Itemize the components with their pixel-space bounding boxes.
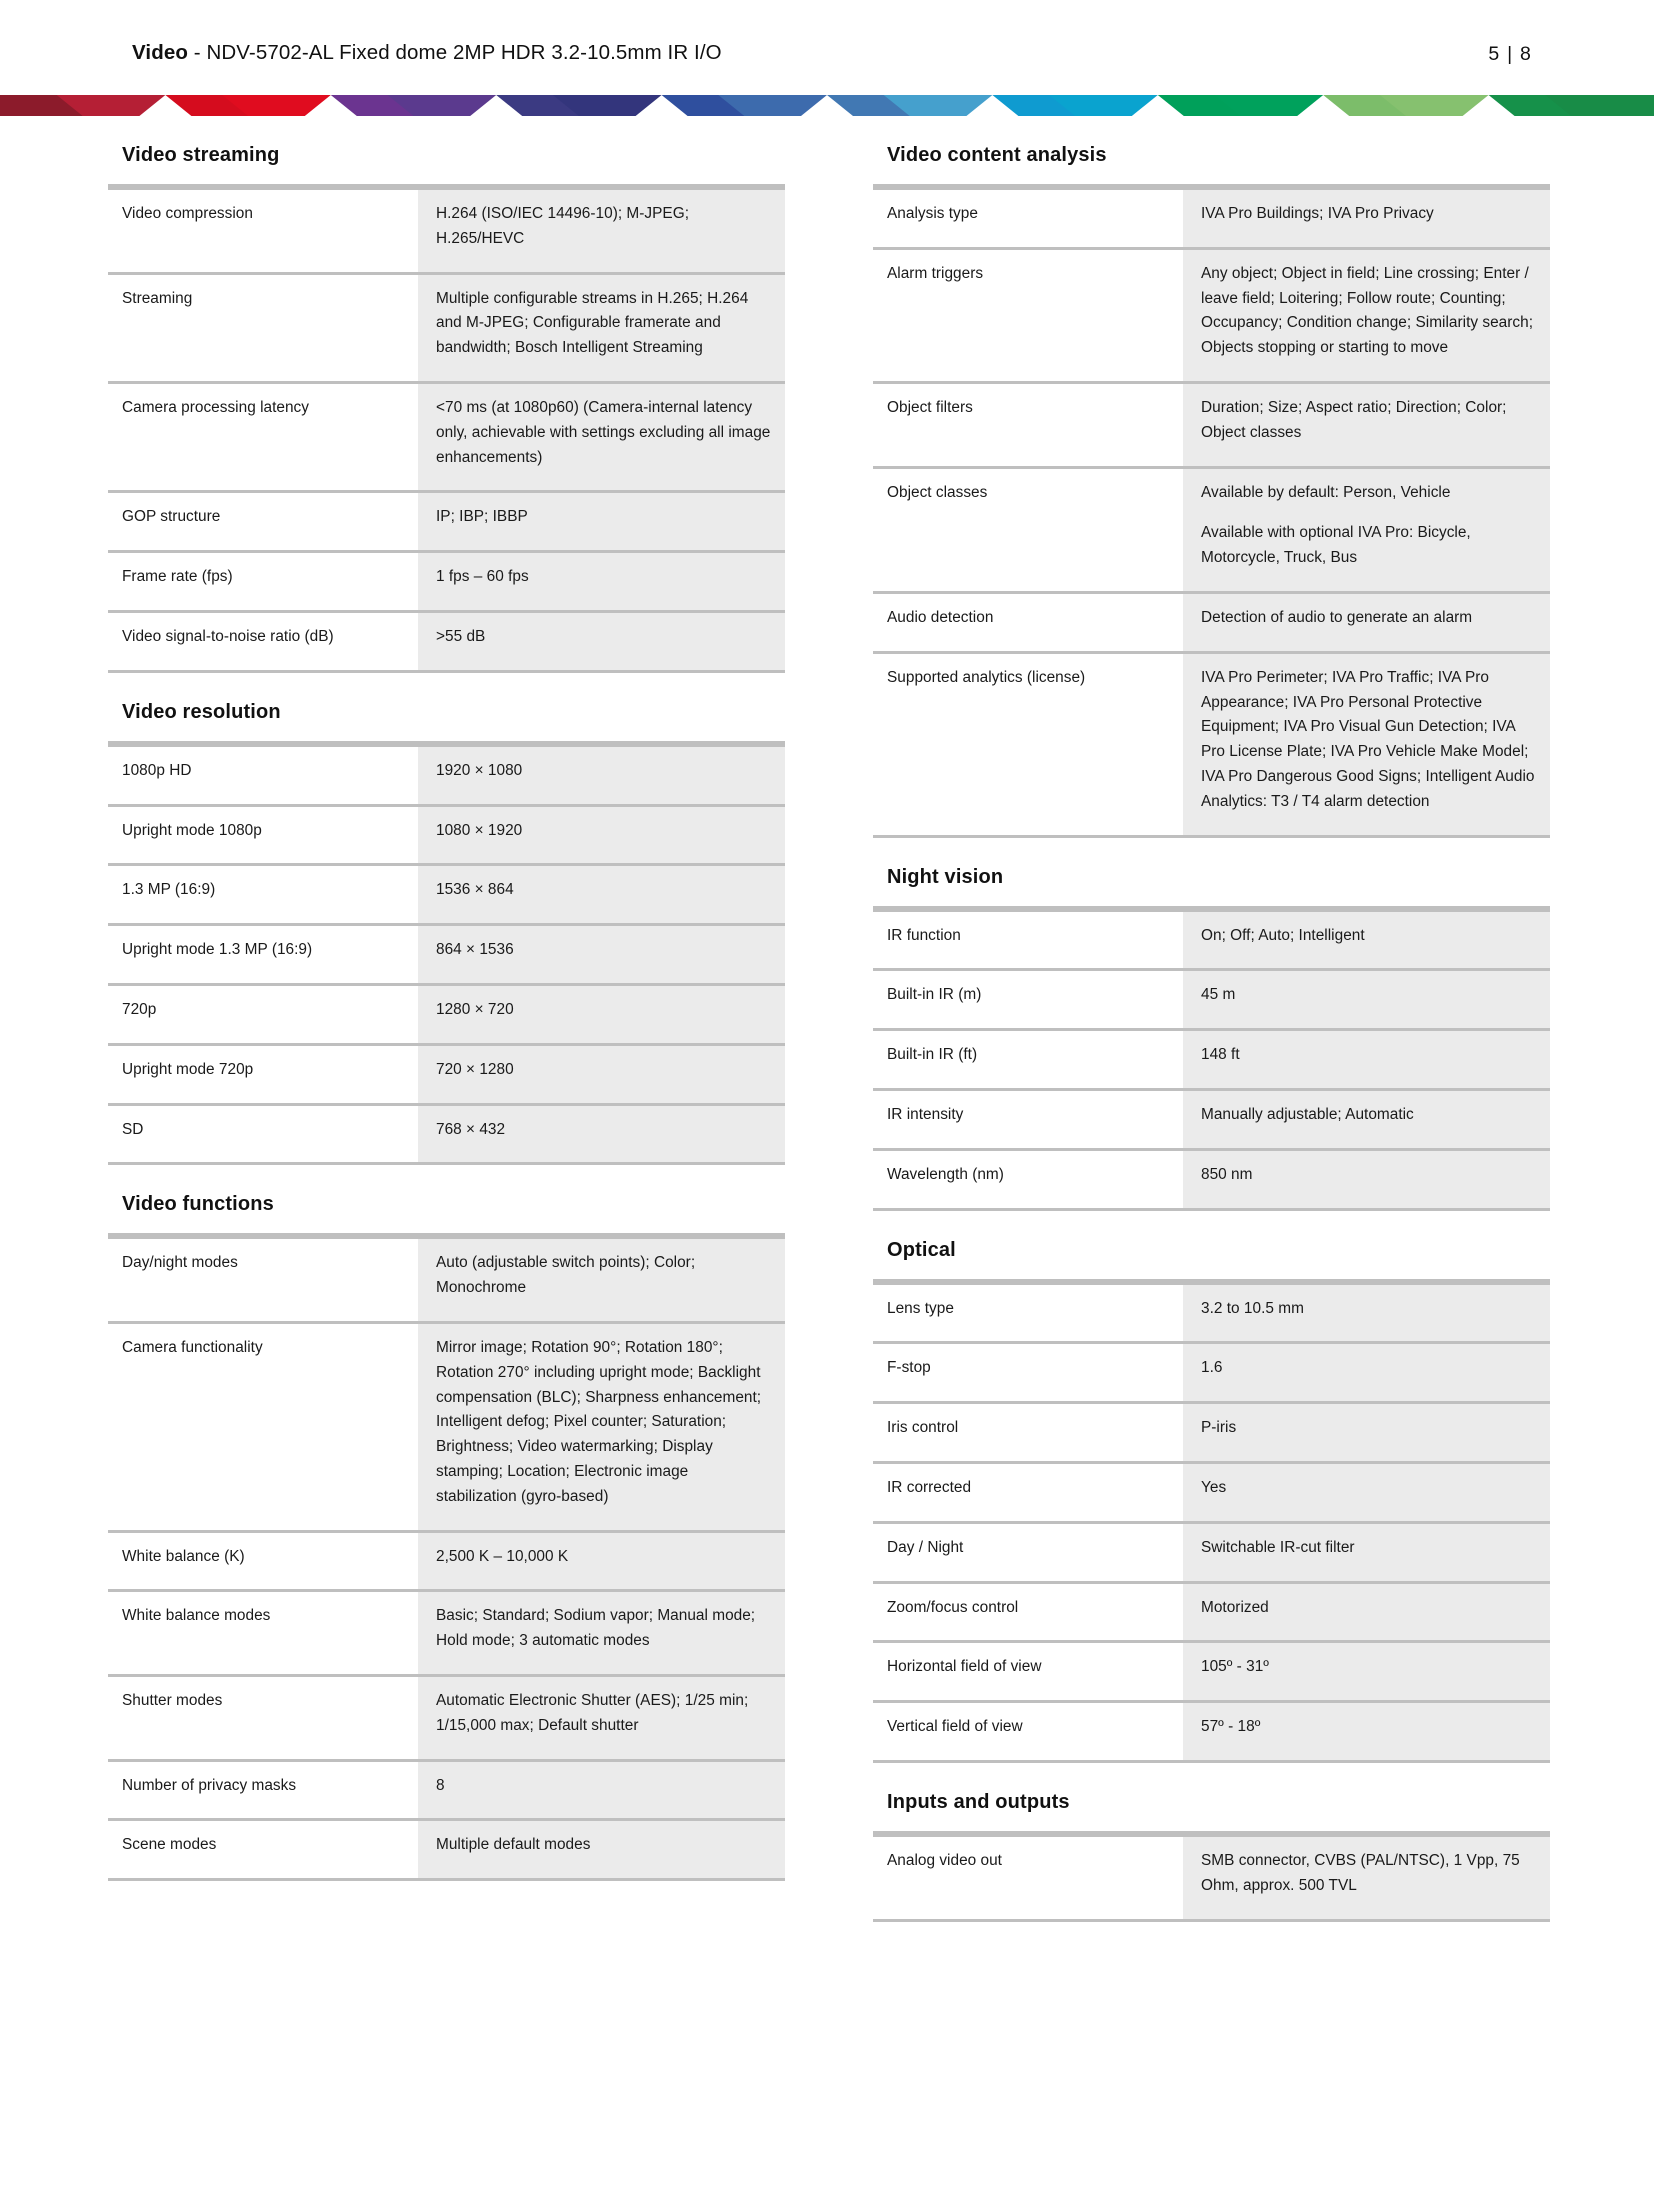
brand-color-bar-svg: [0, 95, 1654, 116]
table-row: [108, 1044, 785, 1104]
spec-value: [418, 492, 785, 552]
spec-value: [418, 1531, 785, 1591]
spec-label: Shutter modes: [108, 1675, 418, 1760]
spec-value: [1183, 1030, 1550, 1090]
spec-label: Upright mode 1080p: [108, 805, 418, 865]
page-header: [0, 0, 1654, 95]
spec-value-paragraph: 864 × 1536: [436, 941, 514, 959]
spec-label: Camera functionality: [108, 1322, 418, 1531]
section-title: Video streaming: [122, 144, 280, 166]
spec-value-paragraph: Detection of audio to generate an alarm: [1201, 608, 1473, 626]
spec-value: [418, 1044, 785, 1104]
spec-value-paragraph: 3.2 to 10.5 mm: [1201, 1299, 1304, 1317]
spec-value-paragraph: 1.6: [1201, 1359, 1223, 1377]
spec-value: [418, 984, 785, 1044]
spec-label: Horizontal field of view: [873, 1642, 1183, 1702]
spec-value-paragraph: Motorized: [1201, 1598, 1269, 1616]
spec-value-paragraph: Basic; Standard; Sodium vapor; Manual mode; Hold mode; 3 automatic modes: [436, 1607, 756, 1650]
table-row: [108, 1675, 785, 1760]
spec-value-paragraph: 1080 × 1920: [436, 821, 523, 839]
spec-value-paragraph: Automatic Electronic Shutter (AES); 1/25 min; 1/15,000 max; Default shutter: [436, 1691, 749, 1734]
right-column: [873, 116, 1550, 1922]
table-row: [873, 1522, 1550, 1582]
spec-label: White balance (K): [108, 1531, 418, 1591]
spec-value: [418, 1820, 785, 1880]
spec-label: Upright mode 1.3 MP (16:9): [108, 925, 418, 985]
spec-label: IR intensity: [873, 1089, 1183, 1149]
spec-value: [418, 805, 785, 865]
table-row: [873, 1835, 1550, 1920]
section-title: Inputs and outputs: [887, 1790, 1070, 1813]
spec-label: SD: [108, 1104, 418, 1164]
table-row: [108, 189, 785, 274]
spec-value-paragraph: 1 fps – 60 fps: [436, 568, 529, 586]
spec-value: [1183, 1283, 1550, 1343]
section-header: [873, 116, 1550, 187]
table-row: [108, 492, 785, 552]
table-row: [108, 1238, 785, 1323]
spec-value-paragraph: Multiple default modes: [436, 1836, 591, 1854]
spec-value-paragraph: 45 m: [1201, 986, 1236, 1004]
spec-label: Alarm triggers: [873, 248, 1183, 382]
spec-value: [1183, 1343, 1550, 1403]
spec-value: [1183, 382, 1550, 467]
table-row: [108, 1820, 785, 1880]
spec-value: [418, 189, 785, 274]
spec-value: [1183, 1582, 1550, 1642]
spec-label: Day/night modes: [108, 1238, 418, 1323]
spec-label: Iris control: [873, 1403, 1183, 1463]
page-title: [132, 40, 722, 66]
table-row: [873, 1149, 1550, 1209]
spec-table: [873, 1834, 1550, 1922]
spec-value: [1183, 592, 1550, 652]
spec-table: [108, 187, 785, 673]
table-row: [873, 910, 1550, 970]
spec-value-paragraph: Duration; Size; Aspect ratio; Direction; Color; Object classes: [1201, 398, 1507, 441]
spec-value: [1183, 652, 1550, 836]
spec-label: White balance modes: [108, 1591, 418, 1676]
page-title-model: - NDV-5702-AL Fixed dome 2MP HDR 3.2-10.5mm IR I/O: [187, 41, 722, 64]
page-number: 5 | 8: [1488, 43, 1532, 65]
spec-label: Built-in IR (m): [873, 970, 1183, 1030]
table-row: [108, 1322, 785, 1531]
spec-value: [418, 1591, 785, 1676]
spec-value-paragraph: Available with optional IVA Pro: Bicycle, Motorcycle, Truck, Bus: [1201, 524, 1471, 567]
spec-table: [873, 1282, 1550, 1763]
spec-label: Zoom/focus control: [873, 1582, 1183, 1642]
spec-value-paragraph: P-iris: [1201, 1419, 1237, 1437]
spec-value-paragraph: 1536 × 864: [436, 881, 514, 899]
spec-label: Frame rate (fps): [108, 552, 418, 612]
table-row: [108, 1760, 785, 1820]
spec-value-paragraph: Auto (adjustable switch points); Color; Monochrome: [436, 1254, 696, 1297]
spec-value-paragraph: Multiple configurable streams in H.265; H.264 and M-JPEG; Configurable framerate and bandwidth; Bosch Intelligent Streaming: [436, 289, 749, 357]
spec-label: IR function: [873, 910, 1183, 970]
table-row: [108, 552, 785, 612]
spec-value-paragraph: 850 nm: [1201, 1165, 1253, 1183]
spec-value-paragraph: <70 ms (at 1080p60) (Camera-internal latency only, achievable with settings excluding all image enhancements): [436, 398, 771, 466]
spec-value-paragraph: 57º - 18º: [1201, 1718, 1261, 1736]
spec-table: [108, 1236, 785, 1881]
spec-label: Analysis type: [873, 189, 1183, 249]
spec-label: 720p: [108, 984, 418, 1044]
spec-value: [1183, 1835, 1550, 1920]
section-title: Optical: [887, 1238, 956, 1261]
table-row: [873, 592, 1550, 652]
spec-value-paragraph: IP; IBP; IBBP: [436, 508, 528, 526]
spec-value: [418, 1238, 785, 1323]
spec-value-paragraph: 148 ft: [1201, 1046, 1240, 1064]
spec-label: Number of privacy masks: [108, 1760, 418, 1820]
spec-value-paragraph: Any object; Object in field; Line crossing; Enter / leave field; Loitering; Follow route; Counting; Occupancy; Condition change; Similarity search; Objects stopping or starting to move: [1201, 264, 1533, 357]
section-header: [108, 116, 785, 187]
section-title: Night vision: [887, 865, 1004, 888]
spec-value: [1183, 970, 1550, 1030]
table-row: [873, 467, 1550, 592]
spec-value-paragraph: 2,500 K – 10,000 K: [436, 1547, 569, 1565]
spec-value: [1183, 1089, 1550, 1149]
spec-value-paragraph: 1280 × 720: [436, 1000, 514, 1018]
spec-value: [1183, 1522, 1550, 1582]
table-row: [873, 1089, 1550, 1149]
spec-label: Video signal-to-noise ratio (dB): [108, 611, 418, 671]
table-row: [873, 1283, 1550, 1343]
spec-value-paragraph: IVA Pro Buildings; IVA Pro Privacy: [1201, 205, 1434, 222]
spec-value-paragraph: On; Off; Auto; Intelligent: [1201, 926, 1365, 944]
spec-label: Video compression: [108, 189, 418, 274]
section-header: [873, 838, 1550, 909]
spec-value: [1183, 467, 1550, 592]
spec-table: [873, 187, 1550, 838]
spec-table: [108, 744, 785, 1166]
spec-value-paragraph: 105º - 31º: [1201, 1658, 1269, 1676]
spec-value-paragraph: 768 × 432: [436, 1120, 506, 1138]
spec-value: [1183, 1403, 1550, 1463]
table-row: [108, 382, 785, 491]
table-row: [873, 1642, 1550, 1702]
spec-value: [418, 382, 785, 491]
brand-color-bar: [0, 95, 1654, 116]
spec-value: [1183, 1642, 1550, 1702]
spec-value-paragraph: Available by default: Person, Vehicle: [1201, 483, 1451, 501]
spec-value-paragraph: IVA Pro Perimeter; IVA Pro Traffic; IVA Pro Appearance; IVA Pro Personal Protective Equipment; IVA Pro Visual Gun Detection; IVA Pro License Plate; IVA Pro Vehicle Make Model; IVA Pro Dangerous Good Signs; Intelligent Audio Analytics: T3 / T4 alarm detection: [1201, 668, 1535, 810]
table-row: [873, 1030, 1550, 1090]
section-header: [873, 1211, 1550, 1282]
table-row: [108, 865, 785, 925]
spec-value: [418, 273, 785, 382]
spec-value-paragraph: Manually adjustable; Automatic: [1201, 1105, 1414, 1123]
spec-label: Lens type: [873, 1283, 1183, 1343]
table-row: [108, 1104, 785, 1164]
spec-value: [418, 611, 785, 671]
table-row: [873, 382, 1550, 467]
spec-value: [1183, 1462, 1550, 1522]
table-row: [873, 652, 1550, 836]
spec-label: Streaming: [108, 273, 418, 382]
table-row: [873, 1403, 1550, 1463]
spec-value: [418, 865, 785, 925]
spec-label: 1080p HD: [108, 745, 418, 805]
spec-label: IR corrected: [873, 1462, 1183, 1522]
table-row: [873, 248, 1550, 382]
section-header: [108, 1165, 785, 1236]
table-row: [108, 1531, 785, 1591]
spec-value: [1183, 1149, 1550, 1209]
table-row: [873, 970, 1550, 1030]
spec-value: [418, 745, 785, 805]
table-row: [873, 1462, 1550, 1522]
spec-label: GOP structure: [108, 492, 418, 552]
spec-label: Supported analytics (license): [873, 652, 1183, 836]
table-row: [873, 1702, 1550, 1762]
spec-value-paragraph: Mirror image; Rotation 90°; Rotation 180°; Rotation 270° including upright mode; Backlight compensation (BLC); Sharpness enhancement; Intelligent defog; Pixel counter; Saturation; Brightness; Video watermarking; Display stamping; Location; Electronic image stabilization (gyro-based): [436, 1338, 762, 1505]
left-column: [108, 116, 785, 1881]
spec-value-paragraph: Switchable IR-cut filter: [1201, 1538, 1355, 1556]
table-row: [108, 273, 785, 382]
spec-label: Audio detection: [873, 592, 1183, 652]
spec-value-paragraph: >55 dB: [436, 627, 486, 645]
spec-label: Wavelength (nm): [873, 1149, 1183, 1209]
spec-value-paragraph: 8: [436, 1776, 445, 1794]
spec-value: [418, 1675, 785, 1760]
spec-value-paragraph: H.264 (ISO/IEC 14496-10); M-JPEG; H.265/HEVC: [436, 205, 689, 247]
section-title: Video content analysis: [887, 144, 1107, 166]
section-header: [873, 1763, 1550, 1834]
spec-label: Analog video out: [873, 1835, 1183, 1920]
section-title: Video functions: [122, 1193, 274, 1216]
spec-label: F-stop: [873, 1343, 1183, 1403]
spec-value: [1183, 910, 1550, 970]
section-header: [108, 673, 785, 744]
table-row: [108, 805, 785, 865]
spec-label: Camera processing latency: [108, 382, 418, 491]
table-row: [108, 1591, 785, 1676]
spec-value: [418, 1322, 785, 1531]
spec-value-paragraph: SMB connector, CVBS (PAL/NTSC), 1 Vpp, 75 Ohm, approx. 500 TVL: [1201, 1851, 1520, 1894]
table-row: [108, 925, 785, 985]
spec-value: [1183, 189, 1550, 249]
spec-value: [418, 1104, 785, 1164]
spec-value: [1183, 1702, 1550, 1762]
spec-label: Object filters: [873, 382, 1183, 467]
spec-table: [873, 909, 1550, 1211]
spec-label: Vertical field of view: [873, 1702, 1183, 1762]
spec-label: Object classes: [873, 467, 1183, 592]
spec-value: [1183, 248, 1550, 382]
spec-value: [418, 925, 785, 985]
section-title: Video resolution: [122, 700, 281, 723]
table-row: [108, 611, 785, 671]
spec-value: [418, 1760, 785, 1820]
spec-label: Day / Night: [873, 1522, 1183, 1582]
spec-value-paragraph: 720 × 1280: [436, 1060, 514, 1078]
spec-value-paragraph: Yes: [1201, 1478, 1227, 1496]
spec-label: Scene modes: [108, 1820, 418, 1880]
table-row: [108, 745, 785, 805]
spec-value-paragraph: 1920 × 1080: [436, 761, 523, 779]
spec-label: Built-in IR (ft): [873, 1030, 1183, 1090]
spec-label: Upright mode 720p: [108, 1044, 418, 1104]
table-row: [873, 1582, 1550, 1642]
table-row: [108, 984, 785, 1044]
page-title-category: Video: [132, 41, 188, 64]
table-row: [873, 1343, 1550, 1403]
table-row: [873, 189, 1550, 249]
spec-label: 1.3 MP (16:9): [108, 865, 418, 925]
spec-value: [418, 552, 785, 612]
